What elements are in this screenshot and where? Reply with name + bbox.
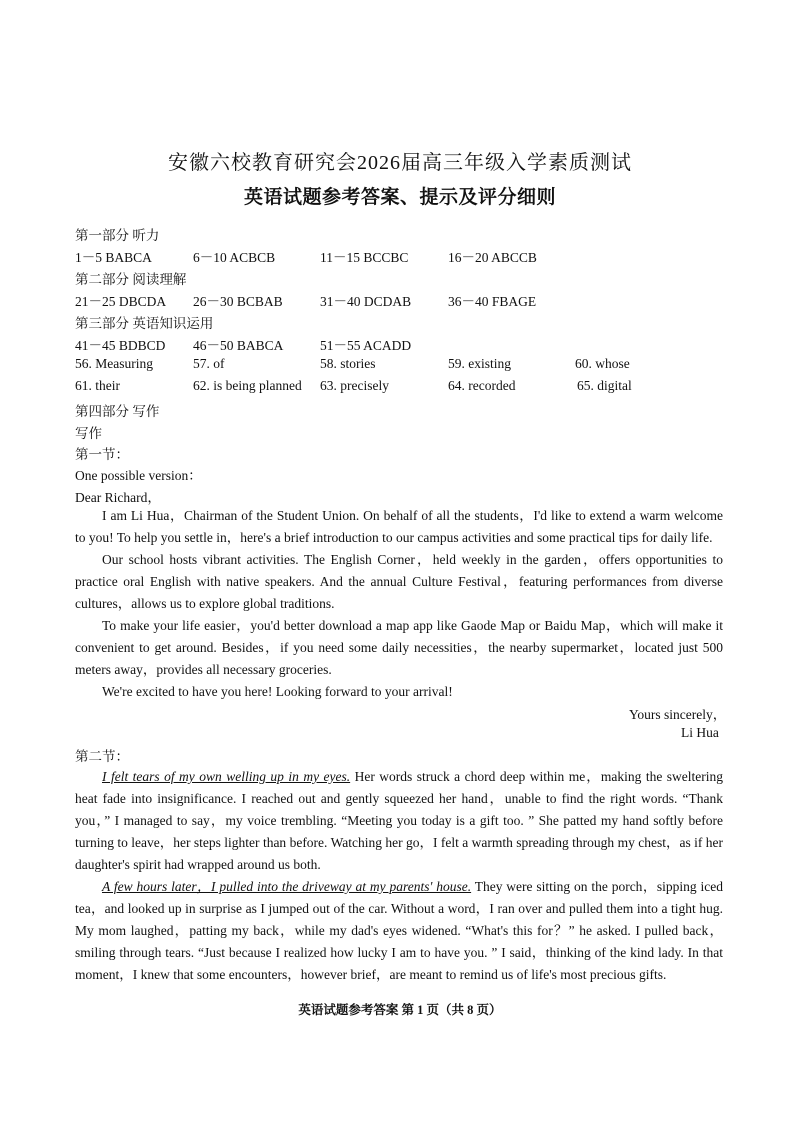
grammar-answer: 64. recorded [448,378,516,393]
answer-group: 51－55 ACADD [320,338,412,353]
grammar-answer: 59. existing [448,356,511,371]
answer-group: 11－15 BCCBC [320,250,409,265]
letter-paragraph: I am Li Hua，Chairman of the Student Union. On behalf of all the students，I'd like to extend a warm welcome to you! To help you settle in，here's a brief introduction to our campus activities and some practical tips for daily life. [75,508,723,545]
story-text: Her words struck a chord deep within me，making the sweltering heat fade into insignificance. I reached out and gently squeezed her hand，unable to find the right words. “Thank you，” I managed to say，my voice trembling. “Meeting you today is a gift too. ” She patted my hand softly before turning to leave，her steps lighter than before. Watching her go，I felt a warmth spreading through my chest，as if her daughter's spirit had wrapped around us both. [75,769,724,872]
letter-body [75,505,723,703]
grammar-answer: 56. Measuring [75,356,153,371]
grammar-answers-row-2 [75,378,715,398]
story-paragraph [75,876,723,986]
grammar-answer: 58. stories [320,356,376,371]
section-reading: 第二部分 阅读理解 [75,272,187,287]
grammar-answers-row-1 [75,356,715,376]
grammar-answer: 60. whose [575,356,630,371]
answer-group: 41－45 BDBCD [75,338,166,353]
grammar-answer: 61. their [75,378,120,393]
version-label: One possible version： [75,468,202,483]
section-one-heading: 第一节： [75,447,129,462]
story-text: They were sitting on the porch，sipping iced tea，and looked up in surprise as I jumped out of the car. Without a word，I ran over and pulled them into a tight hug. My mom laughed，patting my back，while my dad's eyes widened. “What's this for？” he asked. I pulled back，smiling through tears. “Just because I realized how lucky I am to have you. ” I said，thinking of the kind lady. In that moment，I knew that some encounters，however brief，are meant to remind us of life's most precious gifts. [75,879,723,982]
reading-answers-row [75,290,715,310]
given-opening-sentence: I felt tears of my own welling up in my eyes. [102,769,351,784]
listening-answers-row [75,246,715,266]
given-opening-sentence: A few hours later，I pulled into the driveway at my parents' house. [102,879,472,894]
letter-paragraph: Our school hosts vibrant activities. The English Corner，held weekly in the garden，offers opportunities to practice oral English with native speakers. And the annual Culture Festival，featuring performances from diverse cultures，allows us to explore global traditions. [75,552,723,611]
page-footer: 英语试题参考答案 第 1 页（共 8 页） [298,1003,502,1017]
answer-group: 46－50 BABCA [193,338,284,353]
answer-group: 36－40 FBAGE [448,294,537,309]
answer-group: 26－30 BCBAB [193,294,283,309]
letter-signature: Li Hua [681,725,719,740]
section-two-heading: 第二节： [75,749,129,764]
story-continuation [75,766,723,986]
answer-group: 16－20 ABCCB [448,250,537,265]
grammar-answer: 65. digital [577,378,632,393]
section-writing: 第四部分 写作 [75,404,160,419]
writing-label: 写作 [75,426,102,441]
section-language-use: 第三部分 英语知识运用 [75,316,214,331]
answer-group: 1－5 BABCA [75,250,152,265]
section-listening: 第一部分 听力 [75,228,160,243]
answer-group: 6－10 ACBCB [193,250,276,265]
answer-key-subtitle: 英语试题参考答案、提示及评分细则 [243,187,556,208]
grammar-answer: 57. of [193,356,225,371]
letter-paragraph: To make your life easier，you'd better download a map app like Gaode Map or Baidu Map，which will make it convenient to get around. Besides，if you need some daily necessities，the nearby supermarket，located just 500 meters away，provides all necessary groceries. [75,618,723,677]
grammar-answer: 63. precisely [320,378,389,393]
grammar-answer: 62. is being planned [193,378,302,393]
letter-closing: Yours sincerely， [629,707,727,722]
story-paragraph [75,766,723,876]
exam-title: 安徽六校教育研究会2026届高三年级入学素质测试 [168,152,632,174]
letter-paragraph: We're excited to have you here! Looking forward to your arrival! [102,684,453,699]
letter-salutation: Dear Richard， [75,490,161,505]
cloze-answers-row [75,334,715,354]
answer-group: 21－25 DBCDA [75,294,167,309]
answer-group: 31－40 DCDAB [320,294,412,309]
